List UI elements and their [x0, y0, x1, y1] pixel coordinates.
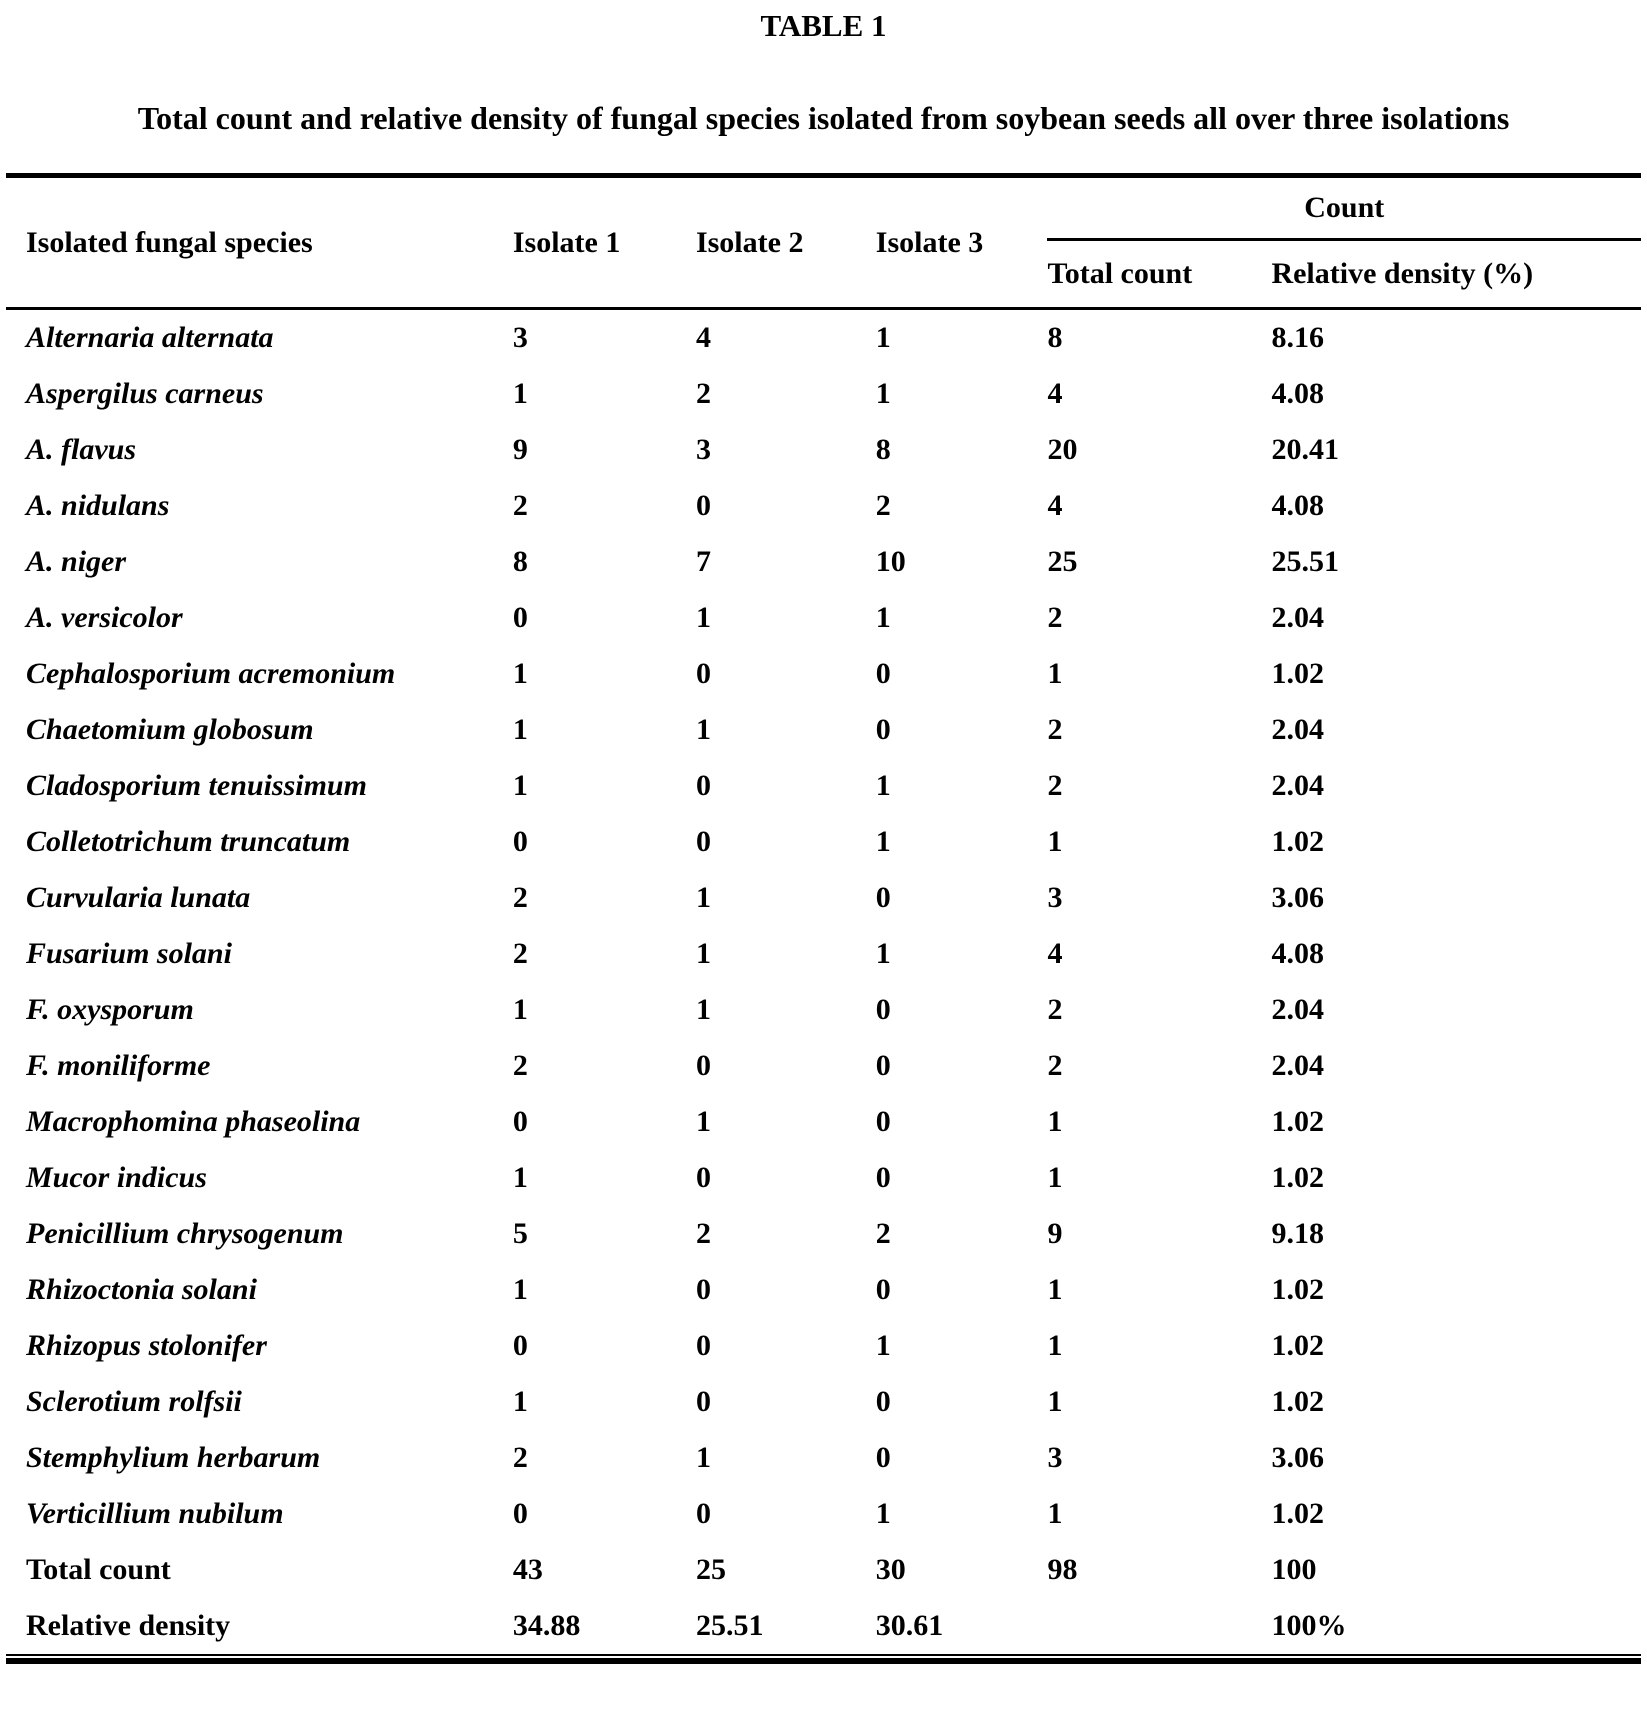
cell-isolate-2: 4: [695, 321, 711, 354]
col-header-species: Isolated fungal species: [6, 176, 513, 309]
col-header-isolate-1: Isolate 1: [513, 176, 696, 309]
table-row: [6, 1262, 1641, 1318]
cell-isolate-1: 1: [512, 993, 528, 1026]
cell-isolate-2: 1: [695, 601, 711, 634]
cell-isolate-1: 0: [512, 1329, 528, 1362]
cell-species: Cladosporium tenuissimum: [26, 769, 367, 802]
cell-species: Total count: [26, 1553, 171, 1586]
cell-species: Sclerotium rolfsii: [26, 1385, 242, 1418]
cell-species: Rhizoctonia solani: [26, 1273, 257, 1306]
cell-total-count: 8: [1047, 321, 1063, 354]
cell-isolate-2: 0: [695, 1049, 711, 1082]
cell-species: Chaetomium globosum: [26, 713, 314, 746]
table-row: [6, 590, 1641, 646]
col-group-header-count: Count: [1047, 176, 1641, 240]
cell-total-count: 4: [1047, 377, 1063, 410]
cell-species: Macrophomina phaseolina: [26, 1105, 361, 1138]
cell-isolate-2: 1: [695, 881, 711, 914]
cell-total-count: 4: [1047, 489, 1063, 522]
cell-species: A. niger: [26, 545, 127, 578]
table-caption: Total count and relative density of fungal species isolated from soybean seeds all over three isolations: [137, 100, 1510, 136]
cell-isolate-3: 30: [875, 1553, 906, 1586]
cell-isolate-3: 0: [875, 881, 891, 914]
cell-total-count: 1: [1047, 1273, 1063, 1306]
cell-relative-density: 8.16: [1271, 321, 1324, 354]
cell-relative-density: 3.06: [1271, 881, 1324, 914]
cell-total-count: 1: [1047, 657, 1063, 690]
cell-species: Curvularia lunata: [26, 881, 251, 914]
cell-isolate-2: 0: [695, 769, 711, 802]
cell-isolate-3: 2: [875, 489, 891, 522]
table-row: [6, 1206, 1641, 1262]
cell-species: Relative density: [6, 1598, 513, 1655]
cell-total-count: 4: [1047, 937, 1063, 970]
cell-isolate-1: 2: [512, 881, 528, 914]
cell-relative-density: 25.51: [1271, 545, 1339, 578]
cell-isolate-3: 1: [875, 321, 891, 354]
cell-total-count: 3: [1047, 881, 1063, 914]
fungal-species-table: [6, 173, 1641, 1656]
cell-species: Stemphylium herbarum: [26, 1441, 321, 1474]
cell-isolate-1: 2: [512, 937, 528, 970]
cell-species: F. oxysporum: [26, 993, 194, 1026]
cell-isolate-3: 8: [875, 433, 891, 466]
cell-relative-density: 4.08: [1271, 937, 1324, 970]
cell-relative-density: 1.02: [1271, 1497, 1324, 1530]
cell-relative-density: 4.08: [1271, 489, 1324, 522]
cell-isolate-1: 9: [512, 433, 528, 466]
cell-isolate-3: 1: [875, 769, 891, 802]
cell-relative-density: 1.02: [1271, 825, 1324, 858]
table-bottom-rule: [6, 1658, 1641, 1664]
cell-isolate-1: 43: [512, 1553, 543, 1586]
cell-relative-density: 100%: [1271, 1598, 1641, 1655]
cell-isolate-3: 30.61: [876, 1598, 1048, 1655]
cell-isolate-1: 2: [512, 1441, 528, 1474]
table-row: [6, 366, 1641, 422]
cell-isolate-2: 0: [695, 1161, 711, 1194]
cell-relative-density: 1.02: [1271, 657, 1324, 690]
cell-relative-density: 20.41: [1271, 433, 1339, 466]
cell-total-count: 2: [1047, 713, 1063, 746]
cell-isolate-1: 1: [512, 377, 528, 410]
cell-isolate-3: 1: [875, 825, 891, 858]
cell-relative-density: 1.02: [1271, 1161, 1324, 1194]
cell-isolate-2: 1: [695, 1441, 711, 1474]
table-label: TABLE 1: [760, 8, 887, 43]
cell-species: Mucor indicus: [26, 1161, 207, 1194]
cell-relative-density: 2.04: [1271, 769, 1324, 802]
cell-isolate-1: 0: [512, 1105, 528, 1138]
cell-isolate-2: 0: [695, 1273, 711, 1306]
cell-species: F. moniliforme: [26, 1049, 211, 1082]
table-row: [6, 1094, 1641, 1150]
cell-isolate-2: 1: [695, 713, 711, 746]
cell-total-count: 1: [1047, 1105, 1063, 1138]
cell-isolate-2: 25: [695, 1553, 726, 1586]
table-row: [6, 1150, 1641, 1206]
cell-species: A. versicolor: [26, 601, 183, 634]
cell-relative-density: 1.02: [1271, 1105, 1324, 1138]
cell-isolate-1: 1: [512, 657, 528, 690]
cell-isolate-1: 0: [512, 825, 528, 858]
table-row: [6, 534, 1641, 590]
cell-isolate-3: 0: [875, 1161, 891, 1194]
table-row: [6, 702, 1641, 758]
cell-isolate-3: 2: [875, 1217, 891, 1250]
col-header-isolate-3: Isolate 3: [876, 176, 1048, 309]
cell-isolate-1: 0: [512, 1497, 528, 1530]
cell-isolate-2: 0: [695, 657, 711, 690]
table-row: [6, 309, 1641, 367]
cell-isolate-2: 1: [695, 1105, 711, 1138]
table-body: [6, 309, 1641, 1656]
cell-species: A. flavus: [26, 433, 137, 466]
cell-total-count: [1047, 1598, 1271, 1655]
cell-total-count: 1: [1047, 825, 1063, 858]
cell-total-count: 25: [1047, 545, 1078, 578]
cell-total-count: 3: [1047, 1441, 1063, 1474]
cell-species: Penicillium chrysogenum: [26, 1217, 344, 1250]
table-row: [6, 1038, 1641, 1094]
cell-isolate-3: 10: [875, 545, 906, 578]
cell-isolate-3: 1: [875, 601, 891, 634]
cell-relative-density: 1.02: [1271, 1385, 1324, 1418]
cell-total-count: 2: [1047, 993, 1063, 1026]
cell-isolate-3: 0: [875, 993, 891, 1026]
cell-total-count: 1: [1047, 1497, 1063, 1530]
cell-species: Aspergilus carneus: [26, 377, 264, 410]
cell-isolate-1: 2: [512, 489, 528, 522]
table-row: [6, 814, 1641, 870]
cell-relative-density: 1.02: [1271, 1273, 1324, 1306]
table-row: [6, 1318, 1641, 1374]
table-row: [6, 1486, 1641, 1542]
cell-isolate-1: 1: [512, 1161, 528, 1194]
cell-isolate-2: 0: [695, 825, 711, 858]
table-row: [6, 1374, 1641, 1430]
cell-isolate-1: 1: [512, 1385, 528, 1418]
cell-isolate-1: 34.88: [513, 1598, 696, 1655]
cell-isolate-2: 1: [695, 993, 711, 1026]
cell-relative-density: 2.04: [1271, 713, 1324, 746]
header-group-row: [6, 176, 1641, 240]
cell-isolate-2: 2: [695, 1217, 711, 1250]
col-header-isolate-2: Isolate 2: [696, 176, 876, 309]
cell-total-count: 2: [1047, 601, 1063, 634]
cell-isolate-2: 0: [695, 1497, 711, 1530]
cell-total-count: 1: [1047, 1385, 1063, 1418]
cell-relative-density: 2.04: [1271, 601, 1324, 634]
cell-isolate-2: 1: [695, 937, 711, 970]
cell-isolate-3: 0: [875, 1385, 891, 1418]
cell-relative-density: 9.18: [1271, 1217, 1324, 1250]
cell-isolate-1: 1: [512, 1273, 528, 1306]
cell-species: Fusarium solani: [26, 937, 232, 970]
table-header: [6, 176, 1641, 309]
cell-isolate-1: 1: [512, 713, 528, 746]
cell-isolate-2: 2: [695, 377, 711, 410]
cell-isolate-3: 1: [875, 937, 891, 970]
table-row: [6, 926, 1641, 982]
table-row: [6, 478, 1641, 534]
table-row: [6, 758, 1641, 814]
cell-species: Cephalosporium acremonium: [26, 657, 396, 690]
cell-isolate-2: 7: [695, 545, 711, 578]
cell-isolate-3: 0: [875, 1105, 891, 1138]
table-row: [6, 1542, 1641, 1598]
table-row: [6, 646, 1641, 702]
cell-isolate-3: 0: [875, 1273, 891, 1306]
cell-species: Rhizopus stolonifer: [26, 1329, 267, 1362]
cell-isolate-2: 25.51: [696, 1598, 876, 1655]
col-header-total-count: Total count: [1047, 240, 1271, 309]
table-row: [6, 982, 1641, 1038]
table-row: [6, 1598, 1641, 1655]
table-row: [6, 870, 1641, 926]
cell-total-count: 2: [1047, 1049, 1063, 1082]
cell-isolate-1: 1: [512, 769, 528, 802]
cell-isolate-1: 3: [512, 321, 528, 354]
cell-species: Alternaria alternata: [26, 321, 274, 354]
cell-relative-density: 3.06: [1271, 1441, 1324, 1474]
cell-relative-density: 2.04: [1271, 1049, 1324, 1082]
cell-isolate-1: 2: [512, 1049, 528, 1082]
cell-isolate-3: 0: [875, 657, 891, 690]
cell-total-count: 9: [1047, 1217, 1063, 1250]
cell-isolate-3: 0: [875, 713, 891, 746]
cell-species: Verticillium nubilum: [26, 1497, 284, 1530]
cell-isolate-1: 5: [512, 1217, 528, 1250]
cell-total-count: 2: [1047, 769, 1063, 802]
table-row: [6, 1430, 1641, 1486]
cell-isolate-3: 0: [875, 1049, 891, 1082]
cell-species: A. nidulans: [26, 489, 170, 522]
cell-isolate-2: 0: [695, 489, 711, 522]
cell-total-count: 98: [1047, 1553, 1078, 1586]
cell-isolate-3: 1: [875, 1329, 891, 1362]
cell-relative-density: 1.02: [1271, 1329, 1324, 1362]
cell-relative-density: 2.04: [1271, 993, 1324, 1026]
cell-relative-density: 4.08: [1271, 377, 1324, 410]
cell-isolate-2: 0: [695, 1385, 711, 1418]
cell-isolate-2: 3: [695, 433, 711, 466]
cell-isolate-2: 0: [695, 1329, 711, 1362]
table-row: [6, 422, 1641, 478]
cell-isolate-3: 1: [875, 1497, 891, 1530]
cell-relative-density: 100: [1271, 1553, 1317, 1586]
col-header-relative-density: Relative density (%): [1271, 240, 1641, 309]
cell-total-count: 1: [1047, 1329, 1063, 1362]
cell-total-count: 20: [1047, 433, 1078, 466]
cell-species: Colletotrichum truncatum: [26, 825, 351, 858]
cell-isolate-3: 0: [875, 1441, 891, 1474]
cell-total-count: 1: [1047, 1161, 1063, 1194]
cell-isolate-3: 1: [875, 377, 891, 410]
cell-isolate-1: 0: [512, 601, 528, 634]
cell-isolate-1: 8: [512, 545, 528, 578]
